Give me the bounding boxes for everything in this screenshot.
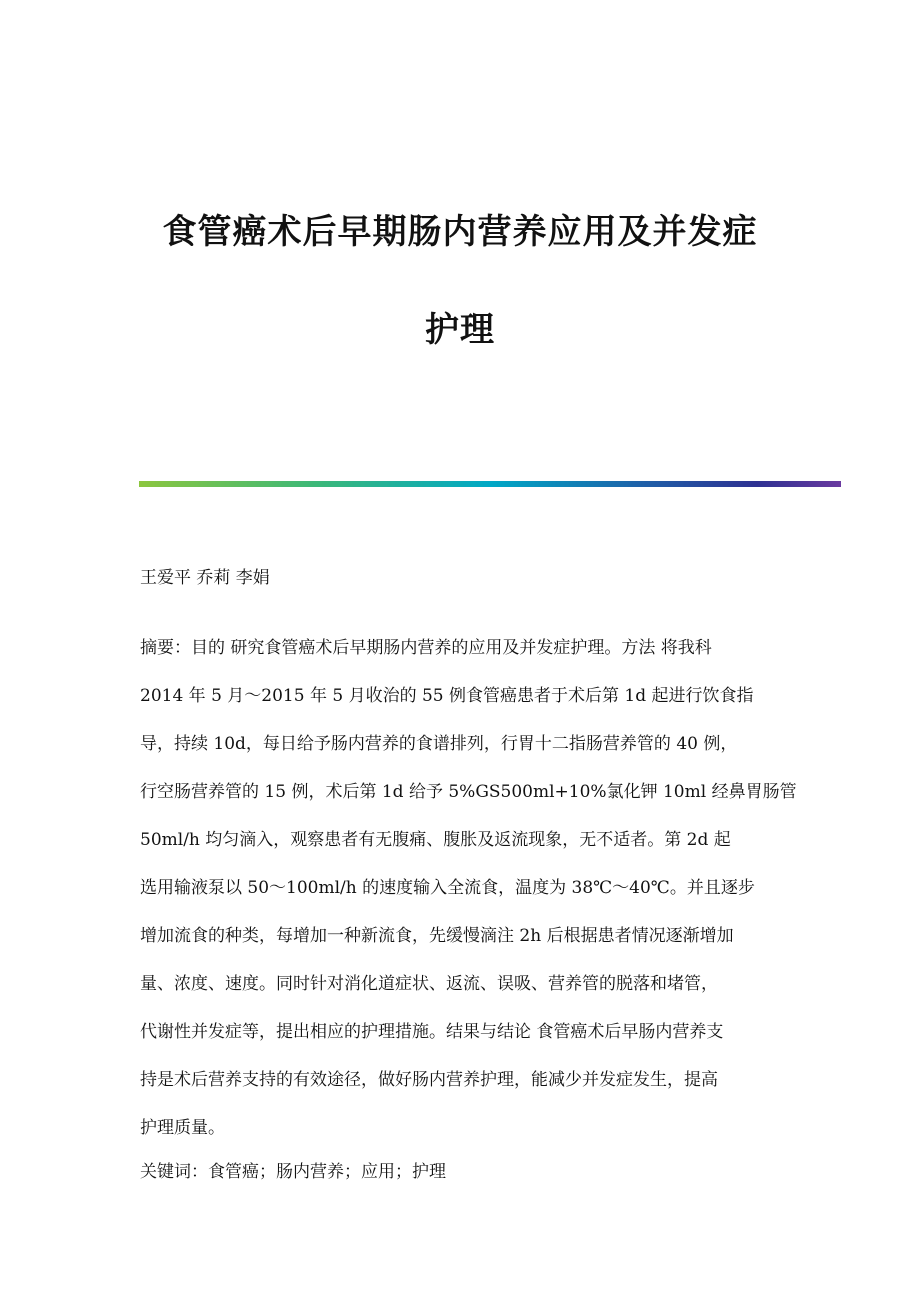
abstract-line: 护理质量。	[140, 1118, 225, 1138]
abstract-line: 2014 年 5 月～2015 年 5 月收治的 55 例食管癌患者于术后第 1d 起进行饮食指	[140, 686, 754, 706]
abstract	[140, 624, 797, 1152]
abstract-line: 增加流食的种类，每增加一种新流食，先缓慢滴注 2h 后根据患者情况逐渐增加	[140, 926, 734, 946]
abstract-line: 持是术后营养支持的有效途径，做好肠内营养护理，能减少并发症发生，提高	[140, 1070, 718, 1090]
abstract-line: 选用输液泵以 50～100ml/h 的速度输入全流食，温度为 38℃～40℃。并且逐步	[140, 878, 755, 898]
gradient-divider	[139, 481, 841, 487]
authors: 王爱平 乔莉 李娟	[140, 568, 270, 588]
title-line-1: 食管癌术后早期肠内营养应用及并发症	[162, 212, 758, 252]
abstract-line: 量、浓度、速度。同时针对消化道症状、返流、误吸、营养管的脱落和堵管，	[140, 974, 718, 994]
abstract-line: 导，持续 10d，每日给予肠内营养的食谱排列，行胃十二指肠营养管的 40 例，	[140, 734, 738, 754]
abstract-line: 行空肠营养管的 15 例，术后第 1d 给予 5%GS500ml+10%氯化钾 10ml 经鼻胃肠管	[140, 782, 797, 802]
abstract-line: 50ml/h 均匀滴入，观察患者有无腹痛、腹胀及返流现象，无不适者。第 2d 起	[140, 830, 731, 850]
title-line-2: 护理	[425, 310, 495, 350]
paper-title	[0, 210, 920, 352]
abstract-line: 代谢性并发症等，提出相应的护理措施。结果与结论 食管癌术后早肠内营养支	[140, 1022, 724, 1042]
keywords: 关键词：食管癌；肠内营养；应用；护理	[140, 1162, 446, 1182]
abstract-line: 摘要：目的 研究食管癌术后早期肠内营养的应用及并发症护理。方法 将我科	[140, 638, 712, 658]
